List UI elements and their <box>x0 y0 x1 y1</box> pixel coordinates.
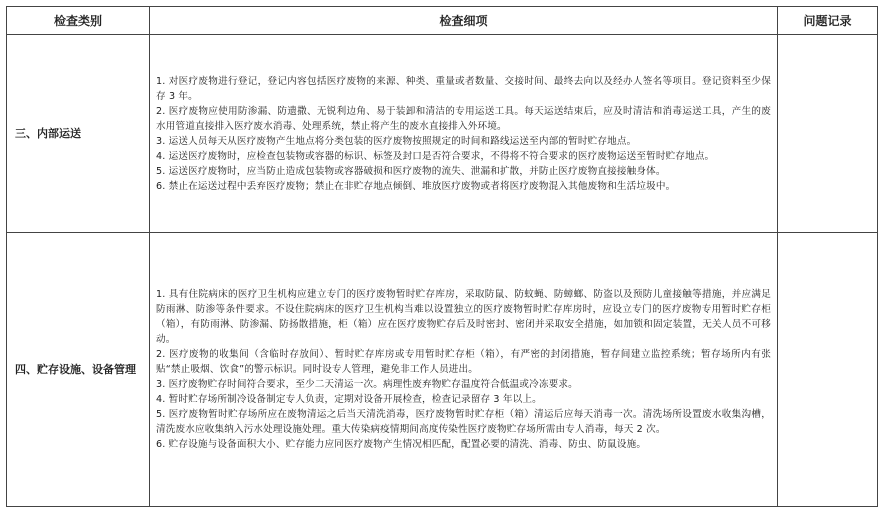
detail-item: 1. 对医疗废物进行登记，登记内容包括医疗废物的来源、种类、重量或者数量、交接时间、最终去向以及经办人签名等项目。登记资料至少保存 3 年。 <box>156 75 771 102</box>
detail-item: 5. 医疗废物暂时贮存场所应在废物清运之后当天清洗消毒，医疗废物暂时贮存柜（箱）清运后应每天消毒一次。清洗场所设置废水收集沟槽，清洗废水应收集纳入污水处理设施处理。重大传染病疫情期间高度传染性医疗废物贮存场所需由专人消毒，每天 2 次。 <box>156 409 771 435</box>
detail-item: 1. 具有住院病床的医疗卫生机构应建立专门的医疗废物暂时贮存库房，采取防鼠、防蚊蝇、防蟑螂、防盗以及预防儿童接触等措施，并应满足防雨淋、防渗等条件要求。不设住院病床的医疗卫生机构当难以设置独立的医疗废物暂时贮存库房时，应设立专门的医疗废物专用暂时贮存柜（箱），有防雨淋、防渗漏、防扬散措施，柜（箱）应在医疗废物贮存后及时密封、密闭并采取安全措施，如加锁和固定装置，无关人员不可移动。 <box>156 289 771 345</box>
header-record: 问题记录 <box>778 7 878 35</box>
detail-cell <box>150 233 778 507</box>
record-cell[interactable] <box>778 233 878 507</box>
inspection-table <box>6 6 878 507</box>
detail-item: 4. 运送医疗废物时，应检查包装物或容器的标识、标签及封口是否符合要求，不得将不符合要求的医疗废物运送至暂时贮存地点。 <box>156 150 715 162</box>
detail-item: 2. 医疗废物应使用防渗漏、防遗撒、无锐利边角、易于装卸和清洁的专用运送工具。每天运送结束后，应及时清洁和消毒运送工具，产生的废水用管道直接排入医疗废水消毒、处理系统，禁止将产生的废水直接排入外环境。 <box>156 105 771 132</box>
table-row <box>7 35 878 233</box>
detail-item: 3. 医疗废物贮存时间符合要求，至少二天清运一次。病理性废弃物贮存温度符合低温或冷冻要求。 <box>156 379 578 390</box>
detail-item: 5. 运送医疗废物时，应当防止造成包装物或容器破损和医疗废物的流失、泄漏和扩散，并防止医疗废物直接接触身体。 <box>156 165 666 177</box>
detail-item: 3. 运送人员每天从医疗废物产生地点将分类包装的医疗废物按照规定的时间和路线运送至内部的暂时贮存地点。 <box>156 135 637 147</box>
header-category: 检查类别 <box>7 7 150 35</box>
detail-item: 6. 贮存设施与设备面积大小、贮存能力应同医疗废物产生情况相匹配，配置必要的清洗、消毒、防虫、防鼠设施。 <box>156 439 647 450</box>
header-detail: 检查细项 <box>150 7 778 35</box>
header-row <box>7 7 878 35</box>
table-row <box>7 233 878 507</box>
detail-item: 6. 禁止在运送过程中丢弃医疗废物；禁止在非贮存地点倾倒、堆放医疗废物或者将医疗废物混入其他废物和生活垃圾中。 <box>156 180 676 192</box>
detail-item: 2. 医疗废物的收集间（含临时存放间）、暂时贮存库房或专用暂时贮存柜（箱），有严密的封闭措施，暂存间建立监控系统；暂存场所内有张贴“禁止吸烟、饮食”的警示标识。同时设专人管理，避免非工作人员进出。 <box>156 349 771 375</box>
detail-cell <box>150 35 778 233</box>
category-cell: 三、内部运送 <box>7 35 150 233</box>
record-cell[interactable] <box>778 35 878 233</box>
category-cell: 四、贮存设施、设备管理 <box>7 233 150 507</box>
detail-item: 4. 暂时贮存场所制冷设备制定专人负责，定期对设备开展检查，检查记录留存 3 年以上。 <box>156 394 542 405</box>
inspection-table-container <box>6 6 877 507</box>
